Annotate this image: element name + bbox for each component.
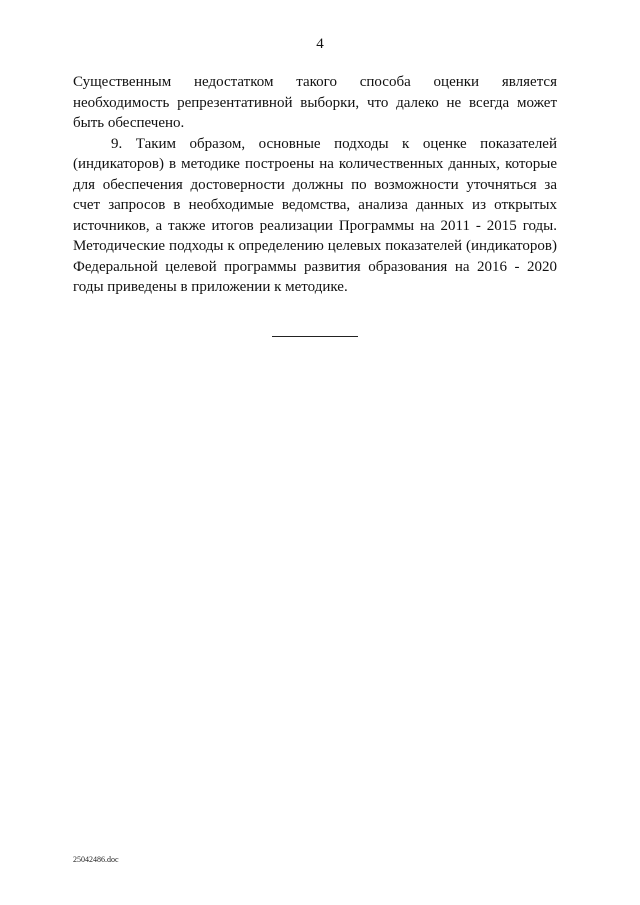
footer-document-code: 25042486.doc — [73, 855, 119, 864]
document-body — [73, 72, 557, 298]
paragraph-limitation: Существенным недостатком такого способа оценки является необходимость репрезентативной выборки, что далеко не всегда может быть обеспечено. — [73, 74, 557, 131]
page-number: 4 — [316, 36, 324, 52]
end-separator-line — [272, 336, 358, 337]
paragraph-9-conclusion: 9. Таким образом, основные подходы к оценке показателей (индикаторов) в методике построены на количественных данных, которые для обеспечения достоверности должны по возможности уточняться за счет запросов в необходимые ведомства, анализа данных из открытых источников, а также итогов реализации Программы на 2011 - 2015 годы. Методические подходы к определению целевых показателей (индикаторов) Федеральной целевой программы развития образования на 2016 - 2020 годы приведены в приложении к методике. — [73, 135, 557, 295]
